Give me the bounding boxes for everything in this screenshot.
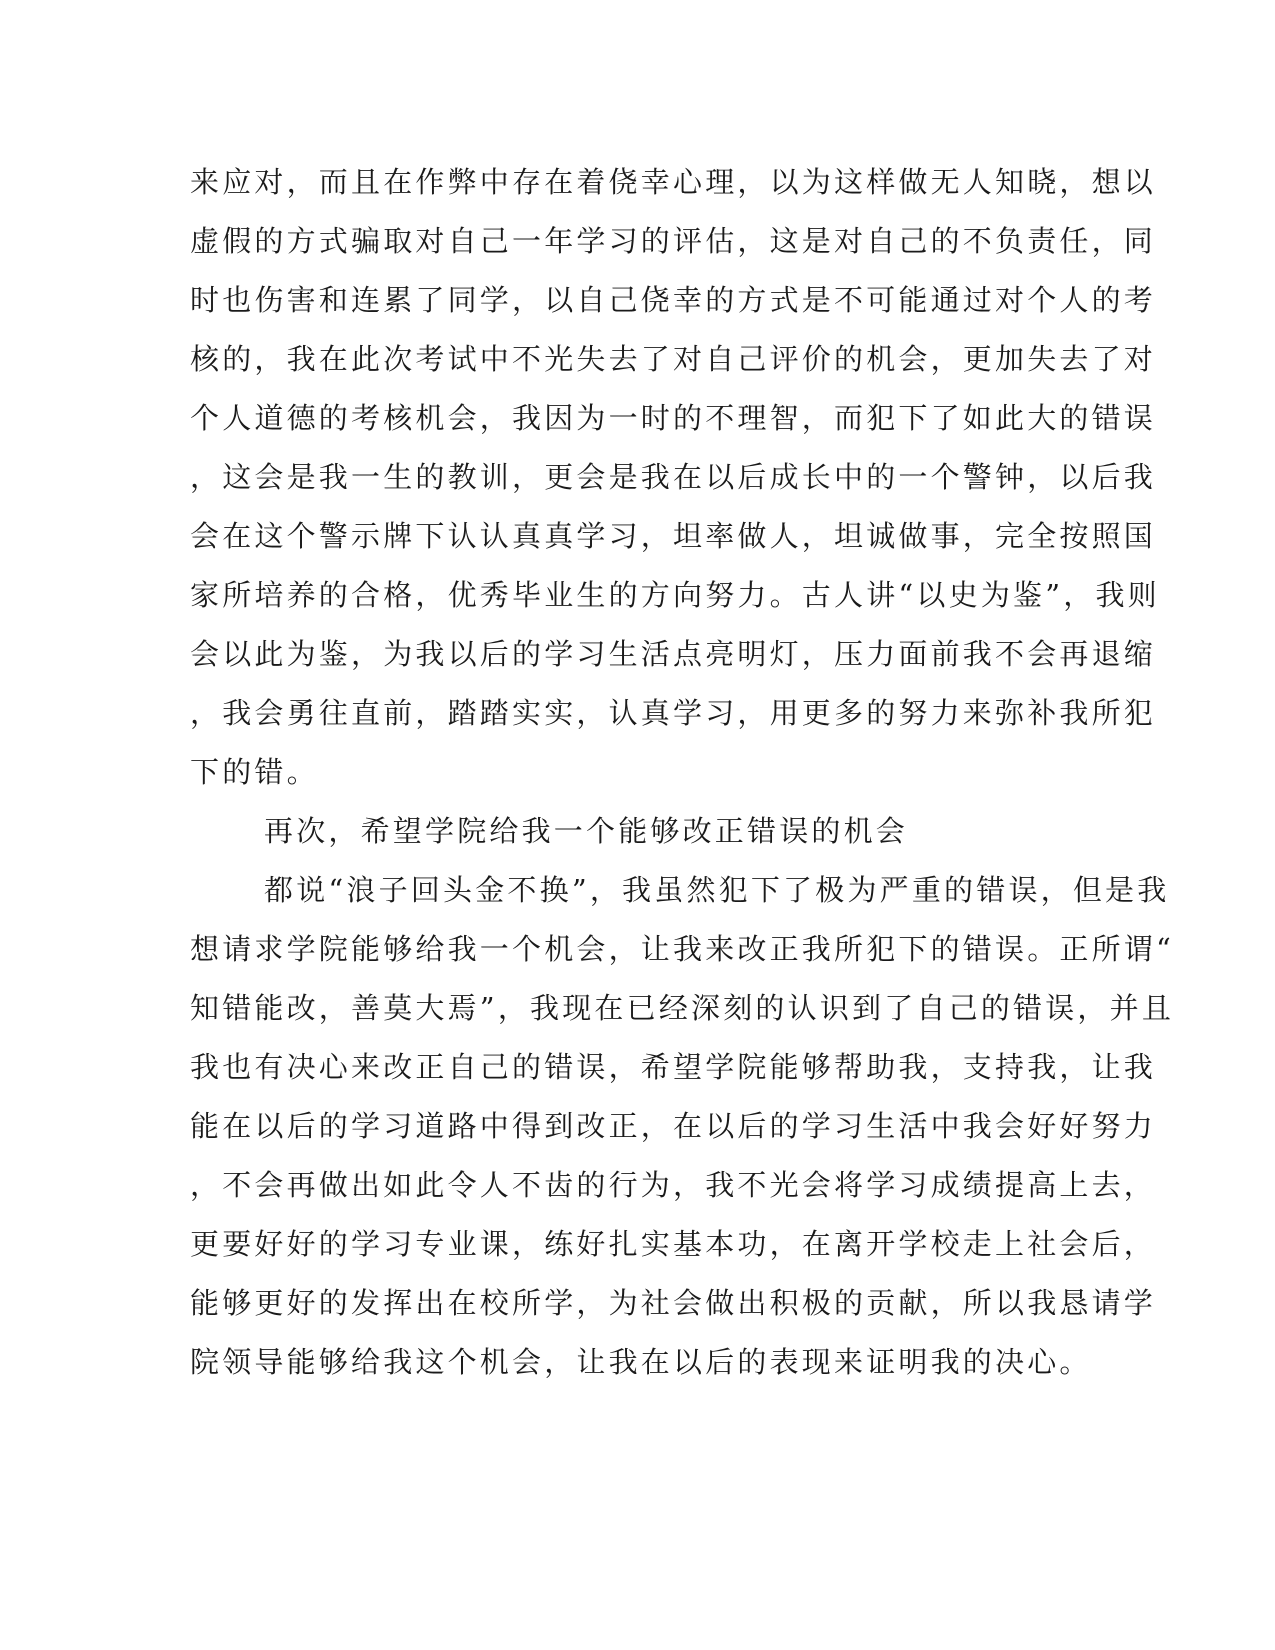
text-line: 院领导能够给我这个机会，让我在以后的表现来证明我的决心。 — [190, 1345, 1092, 1379]
text-line: ，这会是我一生的教训，更会是我在以后成长中的一个警钟，以后我 — [190, 460, 1157, 494]
text-line: 核的，我在此次考试中不光失去了对自己评价的机会，更加失去了对 — [190, 342, 1157, 376]
text-line: 下的错。 — [190, 755, 319, 789]
text-line: 能在以后的学习道路中得到改正，在以后的学习生活中我会好好努力 — [190, 1109, 1157, 1143]
text-line: 更要好好的学习专业课，练好扎实基本功，在离开学校走上社会后， — [190, 1227, 1157, 1261]
text-line: ，不会再做出如此令人不齿的行为，我不光会将学习成绩提高上去， — [190, 1168, 1157, 1202]
text-line: ，我会勇往直前，踏踏实实，认真学习，用更多的努力来弥补我所犯 — [190, 696, 1157, 730]
text-line: 家所培养的合格，优秀毕业生的方向努力。古人讲“以史为鉴”，我则 — [190, 578, 1160, 612]
text-line: 我也有决心来改正自己的错误，希望学院能够帮助我，支持我，让我 — [190, 1050, 1157, 1084]
text-line: 虚假的方式骗取对自己一年学习的评估，这是对自己的不负责任，同 — [190, 224, 1157, 258]
section-heading: 再次，希望学院给我一个能够改正错误的机会 — [264, 814, 909, 848]
text-line: 来应对，而且在作弊中存在着侥幸心理，以为这样做无人知晓，想以 — [190, 165, 1157, 199]
text-line: 会以此为鉴，为我以后的学习生活点亮明灯，压力面前我不会再退缩 — [190, 637, 1157, 671]
text-line: 时也伤害和连累了同学，以自己侥幸的方式是不可能通过对个人的考 — [190, 283, 1157, 317]
text-line: 能够更好的发挥出在校所学，为社会做出积极的贡献，所以我恳请学 — [190, 1286, 1157, 1320]
text-line: 知错能改，善莫大焉”，我现在已经深刻的认识到了自己的错误，并且 — [190, 991, 1175, 1025]
text-line: 会在这个警示牌下认认真真学习，坦率做人，坦诚做事，完全按照国 — [190, 519, 1157, 553]
text-line: 想请求学院能够给我一个机会，让我来改正我所犯下的错误。正所谓“ — [190, 932, 1175, 966]
text-line: 个人道德的考核机会，我因为一时的不理智，而犯下了如此大的错误 — [190, 401, 1157, 435]
text-line: 都说“浪子回头金不换”，我虽然犯下了极为严重的错误，但是我 — [264, 873, 1170, 907]
